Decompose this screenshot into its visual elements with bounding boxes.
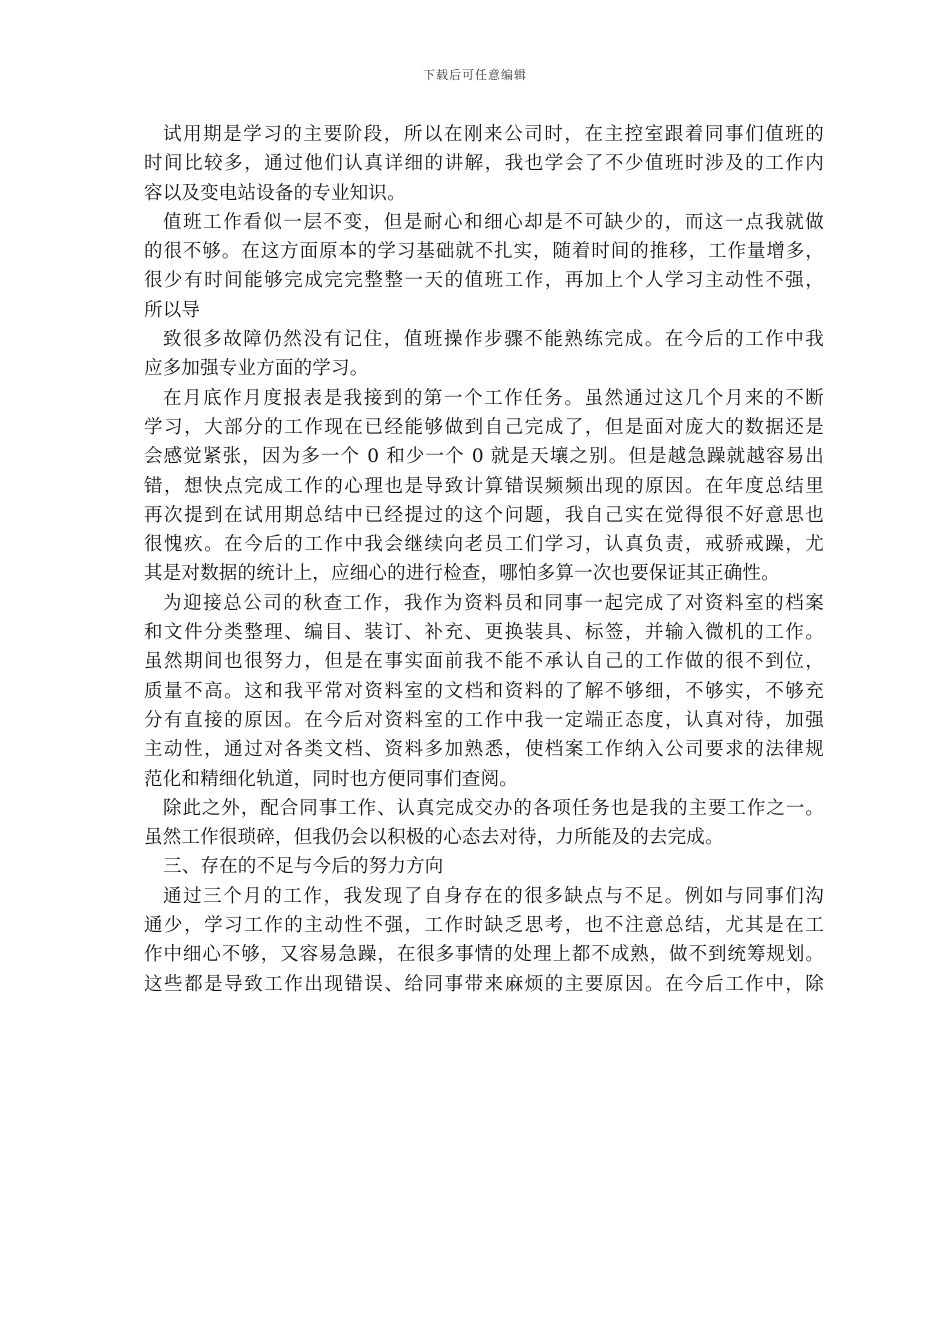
text-line: 在月底作月度报表是我接到的第一个工作任务。虽然通过这几个月来的不断 xyxy=(163,387,824,409)
text-line: 的很不够。在这方面原本的学习基础就不扎实，随着时间的推移，工作量增多， xyxy=(144,241,824,263)
document-body xyxy=(144,120,824,999)
text-line: 通少，学习工作的主动性不强，工作时缺乏思考，也不注意总结，尤其是在工 xyxy=(144,915,824,937)
text-line: 所以导 xyxy=(144,299,201,321)
text-line: 错，想快点完成工作的心理也是导致计算错误频频出现的原因。在年度总结里 xyxy=(144,475,824,497)
text-line: 很少有时间能够完成完完整整一天的值班工作，再加上个人学习主动性不强， xyxy=(144,270,824,292)
text-line: 三、存在的不足与今后的努力方向 xyxy=(163,856,444,878)
text-line: 除此之外，配合同事工作、认真完成交办的各项任务也是我的主要工作之一。 xyxy=(163,797,824,819)
text-line: 通过三个月的工作，我发现了自身存在的很多缺点与不足。例如与同事们沟 xyxy=(163,885,824,907)
text-line: 虽然工作很琐碎，但我仍会以积极的心态去对待，力所能及的去完成。 xyxy=(144,827,724,849)
text-line: 容以及变电站设备的专业知识。 xyxy=(144,182,406,204)
text-line: 主动性，通过对各类文档、资料多加熟悉，使档案工作纳入公司要求的法律规 xyxy=(144,739,824,761)
text-line: 和文件分类整理、编目、装订、补充、更换装具、标签，并输入微机的工作。 xyxy=(144,622,824,644)
text-line: 致很多故障仍然没有记住，值班操作步骤不能熟练完成。在今后的工作中我 xyxy=(163,329,824,351)
text-line: 质量不高。这和我平常对资料室的文档和资料的了解不够细，不够实，不够充 xyxy=(144,680,824,702)
text-line: 分有直接的原因。在今后对资料室的工作中我一定端正态度，认真对待，加强 xyxy=(144,709,824,731)
text-line: 时间比较多，通过他们认真详细的讲解，我也学会了不少值班时涉及的工作内 xyxy=(144,153,824,175)
text-line: 虽然期间也很努力，但是在事实面前我不能不承认自己的工作做的很不到位， xyxy=(144,651,824,673)
text-line: 试用期是学习的主要阶段，所以在刚来公司时，在主控室跟着同事们值班的 xyxy=(163,124,824,145)
page-header: 下载后可任意编辑 xyxy=(422,68,527,82)
text-line: 学习，大部分的工作现在已经能够做到自己完成了，但是面对庞大的数据还是 xyxy=(144,416,824,438)
text-line: 很愧疚。在今后的工作中我会继续向老员工们学习，认真负责，戒骄戒躁，尤 xyxy=(144,534,824,556)
text-line: 值班工作看似一层不变，但是耐心和细心却是不可缺少的，而这一点我就做 xyxy=(163,211,824,233)
text-line: 应多加强专业方面的学习。 xyxy=(144,358,369,380)
text-line: 再次提到在试用期总结中已经提过的这个问题，我自己实在觉得很不好意思也 xyxy=(144,504,824,526)
text-line: 会感觉紧张，因为多一个 0 和少一个 0 就是天壤之别。但是越急躁就越容易出 xyxy=(144,446,824,468)
text-line: 这些都是导致工作出现错误、给同事带来麻烦的主要原因。在今后工作中，除 xyxy=(144,973,824,995)
text-line: 其是对数据的统计上，应细心的进行检查，哪怕多算一次也要保证其正确性。 xyxy=(144,563,780,585)
text-line: 范化和精细化轨道，同时也方便同事们查阅。 xyxy=(144,768,519,790)
text-line: 为迎接总公司的秋查工作，我作为资料员和同事一起完成了对资料室的档案 xyxy=(163,592,824,614)
text-line: 作中细心不够，又容易急躁，在很多事情的处理上都不成熟，做不到统筹规划。 xyxy=(144,944,824,966)
